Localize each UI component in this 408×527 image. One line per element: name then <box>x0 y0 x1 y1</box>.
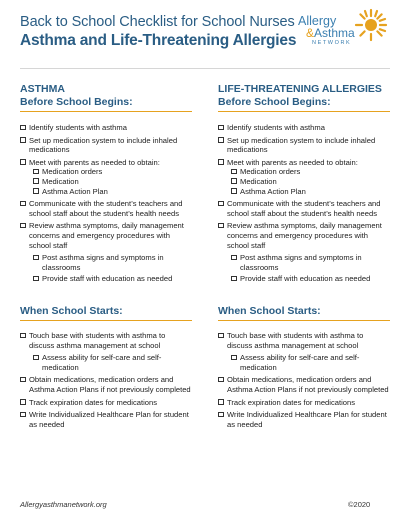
sun-icon <box>354 8 388 42</box>
checklist-item[interactable]: Track expiration dates for medications <box>20 398 192 408</box>
checklist-item[interactable]: Touch base with students with asthma to discuss asthma management at school <box>218 331 390 350</box>
logo-word-asthma <box>306 26 355 40</box>
checkbox-icon[interactable] <box>33 355 39 361</box>
checklist-subitem[interactable]: Provide staff with education as needed <box>33 274 192 284</box>
checklist-item[interactable]: Meet with parents as needed to obtain: <box>218 158 390 168</box>
checkbox-icon[interactable] <box>218 412 224 418</box>
footer-website: Allergyasthmanetwork.org <box>20 500 107 509</box>
allergies-before-rule <box>218 111 390 112</box>
checkbox-icon[interactable] <box>231 355 237 361</box>
checklist-item[interactable]: Obtain medications, medication orders and Asthma Action Plans if not previously completed <box>218 375 390 394</box>
checklist-item[interactable]: Identify students with asthma <box>20 123 192 133</box>
checkbox-icon[interactable] <box>218 137 224 143</box>
logo-word-network: NETWORK <box>312 40 352 46</box>
asthma-heading <box>20 83 133 109</box>
checkbox-icon[interactable] <box>218 377 224 383</box>
checkbox-icon[interactable] <box>20 223 26 229</box>
document-subtitle: Asthma and Life-Threatening Allergies <box>20 32 297 49</box>
checkbox-icon[interactable] <box>33 178 39 184</box>
checklist-item[interactable]: Write Individualized Healthcare Plan for student as needed <box>218 410 390 429</box>
checkbox-icon[interactable] <box>231 169 237 175</box>
checklist-item[interactable]: Communicate with the student’s teachers and school staff about the student’s health needs <box>218 199 390 218</box>
checklist-item[interactable]: Touch base with students with asthma to discuss asthma management at school <box>20 331 192 350</box>
checkbox-icon[interactable] <box>218 201 224 207</box>
asthma-heading-title: ASTHMA <box>20 83 65 95</box>
asthma-before-heading: Before School Begins: <box>20 96 133 108</box>
allergies-heading-title: LIFE-THREATENING ALLERGIES <box>218 83 382 95</box>
asthma-starts-heading: When School Starts: <box>20 305 123 317</box>
checklist-subitem[interactable]: Provide staff with education as needed <box>231 274 390 284</box>
checkbox-icon[interactable] <box>33 255 39 261</box>
checklist-item[interactable]: Meet with parents as needed to obtain: <box>20 158 192 168</box>
checkbox-icon[interactable] <box>218 333 224 339</box>
checklist-subitem[interactable]: Post asthma signs and symptoms in classrooms <box>33 253 192 272</box>
checkbox-icon[interactable] <box>20 333 26 339</box>
checkbox-icon[interactable] <box>20 159 26 165</box>
footer-copyright: ©2020 <box>348 500 371 509</box>
checklist-subitem[interactable]: Asthma Action Plan <box>33 187 192 197</box>
checklist-item[interactable]: Track expiration dates for medications <box>218 398 390 408</box>
allergies-starts-list <box>218 331 390 429</box>
checklist-item[interactable]: Review asthma symptoms, daily management concerns and emergency procedures with school staff <box>218 221 390 250</box>
checklist-item[interactable]: Identify students with asthma <box>218 123 390 133</box>
checklist-item[interactable]: Set up medication system to include inhaled medications <box>20 136 192 155</box>
checkbox-icon[interactable] <box>20 201 26 207</box>
checkbox-icon[interactable] <box>218 223 224 229</box>
logo-asthma-text: Asthma <box>314 26 355 40</box>
checkbox-icon[interactable] <box>231 188 237 194</box>
allergies-before-heading: Before School Begins: <box>218 96 331 108</box>
allergies-before-list <box>218 123 390 284</box>
checkbox-icon[interactable] <box>20 377 26 383</box>
checklist-subitem[interactable]: Assess ability for self-care and self-medication <box>33 353 192 372</box>
checklist-item[interactable]: Set up medication system to include inhaled medications <box>218 136 390 155</box>
asthma-starts-rule <box>20 320 192 321</box>
checkbox-icon[interactable] <box>33 188 39 194</box>
checkbox-icon[interactable] <box>218 159 224 165</box>
checklist-item[interactable]: Write Individualized Healthcare Plan for student as needed <box>20 410 192 429</box>
checklist-item[interactable]: Obtain medications, medication orders and Asthma Action Plans if not previously completed <box>20 375 192 394</box>
allergies-starts-heading: When School Starts: <box>218 305 321 317</box>
checkbox-icon[interactable] <box>20 399 26 405</box>
checkbox-icon[interactable] <box>20 137 26 143</box>
asthma-starts-list <box>20 331 192 429</box>
checkbox-icon[interactable] <box>218 399 224 405</box>
checkbox-icon[interactable] <box>231 178 237 184</box>
checklist-item[interactable]: Communicate with the student’s teachers and school staff about the student’s health needs <box>20 199 192 218</box>
allergies-starts-rule <box>218 320 390 321</box>
allergy-asthma-network-logo <box>290 8 390 52</box>
checkbox-icon[interactable] <box>20 412 26 418</box>
asthma-before-list <box>20 123 192 284</box>
checklist-subitem[interactable]: Medication <box>231 177 390 187</box>
checkbox-icon[interactable] <box>33 276 39 282</box>
checkbox-icon[interactable] <box>231 276 237 282</box>
checkbox-icon[interactable] <box>231 255 237 261</box>
header-divider <box>20 68 390 69</box>
document-title: Back to School Checklist for School Nurses <box>20 14 295 30</box>
asthma-before-rule <box>20 111 192 112</box>
checklist-subitem[interactable]: Assess ability for self-care and self-medication <box>231 353 390 372</box>
checkbox-icon[interactable] <box>20 125 26 131</box>
checklist-subitem[interactable]: Post asthma signs and symptoms in classrooms <box>231 253 390 272</box>
logo-word-allergy: Allergy <box>298 14 337 28</box>
checklist-subitem[interactable]: Asthma Action Plan <box>231 187 390 197</box>
allergies-heading <box>218 83 382 109</box>
checklist-subitem[interactable]: Medication <box>33 177 192 187</box>
checklist-subitem[interactable]: Medication orders <box>231 167 390 177</box>
checkbox-icon[interactable] <box>33 169 39 175</box>
checklist-subitem[interactable]: Medication orders <box>33 167 192 177</box>
checklist-item[interactable]: Review asthma symptoms, daily management concerns and emergency procedures with school staff <box>20 221 192 250</box>
logo-ampersand: & <box>306 26 315 40</box>
checkbox-icon[interactable] <box>218 125 224 131</box>
